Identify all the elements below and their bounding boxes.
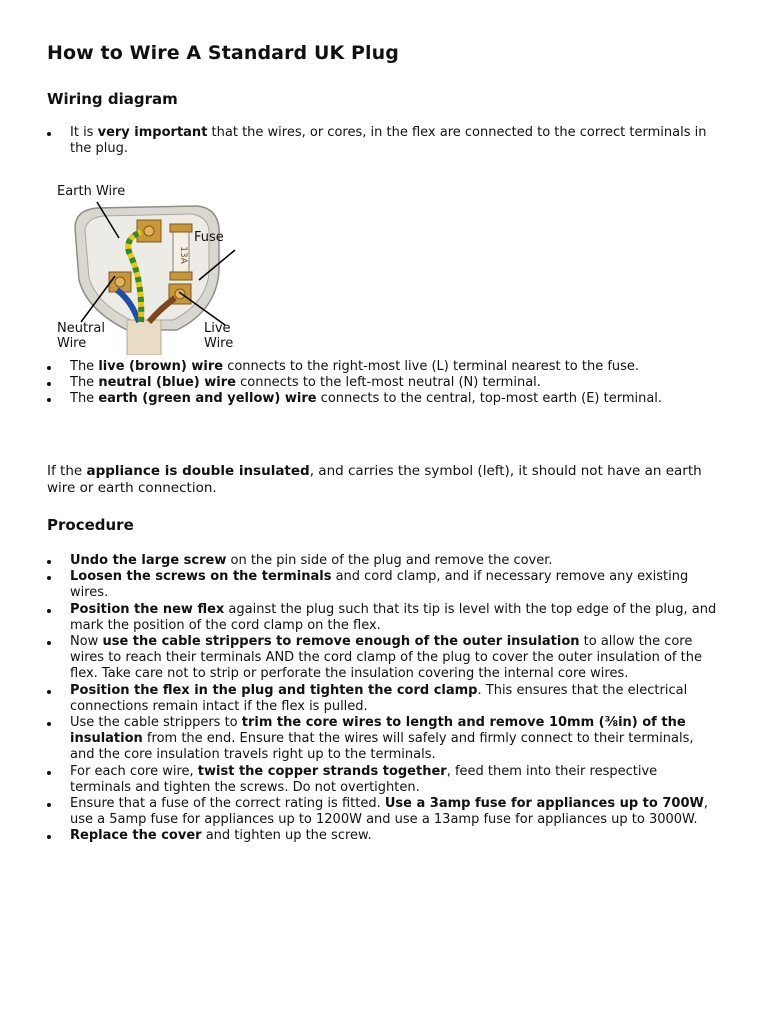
text-run: connects to the right-most live (L) terminal nearest to the fuse. bbox=[223, 359, 640, 374]
text-run: on the pin side of the plug and remove the cover. bbox=[226, 553, 553, 568]
list-item bbox=[47, 683, 717, 715]
bold-text: twist the copper strands together bbox=[197, 763, 447, 779]
text-run: to allow the core wires to reach their terminals AND the cord clamp of the plug to cover the outer insulation of the flex. Take care not to strip or perforate the insulation covering the internal core wires. bbox=[70, 634, 702, 682]
text-run: from the end. Ensure that the wires will safely and firmly connect to their terminals, and the core insulation travels right up to the terminals. bbox=[70, 731, 694, 763]
bold-text: Replace the cover bbox=[70, 828, 202, 844]
text-run: It is bbox=[70, 125, 98, 140]
text-run: , use a 5amp fuse for appliances up to 1200W and use a 13amp fuse for appliances up to 3000W. bbox=[70, 796, 708, 828]
wire-connection-list bbox=[47, 359, 717, 408]
list-item bbox=[47, 375, 717, 391]
bold-text: use the cable strippers to remove enough of the outer insulation bbox=[102, 634, 580, 650]
text-run: connects to the left-most neutral (N) terminal. bbox=[235, 375, 541, 391]
bold-text: very important bbox=[97, 125, 208, 140]
earth-wire-label: Earth Wire bbox=[57, 184, 126, 199]
list-item bbox=[47, 828, 717, 844]
bold-text: Use a 3amp fuse for appliances up to 700W bbox=[384, 796, 704, 812]
list-item bbox=[47, 764, 717, 796]
text-run: Use the cable strippers to bbox=[70, 715, 242, 731]
text-run: connects to the central, top-most earth (E) terminal. bbox=[316, 391, 663, 407]
text-run: , feed them into their respective terminals and tighten the screws. Do not overtighten. bbox=[70, 763, 658, 795]
bold-text: earth (green and yellow) wire bbox=[98, 391, 317, 407]
list-item bbox=[47, 602, 717, 634]
fuse-marking-label: 13A bbox=[178, 246, 188, 264]
text-run: that the wires, or cores, in the flex are connected to the correct terminals in the plug. bbox=[70, 125, 707, 157]
text-run: The bbox=[70, 391, 99, 407]
list-item bbox=[47, 569, 717, 601]
intro-list bbox=[47, 125, 717, 157]
bold-text: neutral (blue) wire bbox=[98, 375, 236, 391]
list-item bbox=[47, 553, 717, 569]
bold-text: Loosen the screws on the terminals bbox=[70, 569, 332, 585]
live-wire-label: Live Wire bbox=[204, 321, 234, 351]
text-run: For each core wire, bbox=[70, 763, 198, 779]
double-insulated-paragraph bbox=[47, 463, 717, 497]
page-title: How to Wire A Standard UK Plug bbox=[47, 42, 399, 64]
list-item bbox=[47, 125, 717, 157]
neutral-wire-label: Neutral Wire bbox=[57, 321, 105, 351]
wiring-diagram-heading: Wiring diagram bbox=[47, 90, 178, 108]
procedure-list bbox=[47, 553, 717, 845]
plug-wiring-diagram bbox=[57, 180, 257, 355]
bold-text: live (brown) wire bbox=[98, 359, 224, 374]
bold-text: Position the new flex bbox=[70, 601, 225, 617]
text-run: The bbox=[70, 359, 99, 374]
bold-text: appliance is double insulated bbox=[86, 463, 310, 479]
bold-text: Position the flex in the plug and tighten the cord clamp bbox=[70, 682, 478, 698]
bold-text: trim the core wires to length and remove 10mm (⅜in) of the insulation bbox=[70, 715, 686, 747]
text-run: against the plug such that its tip is level with the top edge of the plug, and mark the position of the cord clamp on the flex. bbox=[70, 601, 717, 633]
text-run: Now bbox=[70, 634, 103, 650]
list-item bbox=[47, 634, 717, 683]
text-run: . This ensures that the electrical connections remain intact if the flex is pulled. bbox=[70, 682, 688, 714]
procedure-heading: Procedure bbox=[47, 516, 134, 534]
text-run: , and carries the symbol (left), it should not have an earth wire or earth connection. bbox=[47, 463, 702, 496]
list-item bbox=[47, 715, 717, 764]
list-item bbox=[47, 359, 717, 375]
text-run: and tighten up the screw. bbox=[201, 828, 372, 844]
text-run: Ensure that a fuse of the correct rating is fitted. bbox=[70, 796, 385, 812]
text-run: The bbox=[70, 375, 99, 391]
fuse-label: Fuse bbox=[194, 230, 224, 245]
list-item bbox=[47, 391, 717, 407]
text-run: and cord clamp, and if necessary remove any existing wires. bbox=[70, 569, 689, 601]
text-run: If the bbox=[47, 463, 87, 479]
list-item bbox=[47, 796, 717, 828]
bold-text: Undo the large screw bbox=[70, 553, 227, 568]
